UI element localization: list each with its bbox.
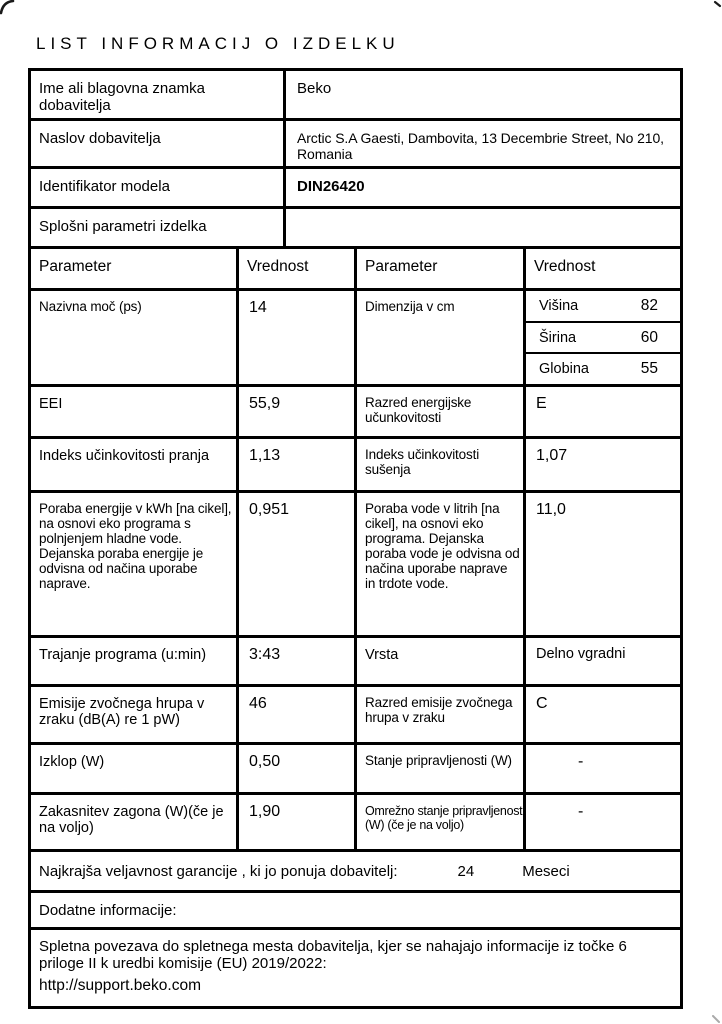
supplier-name-value: Beko	[283, 71, 680, 118]
energy-class-value: E	[523, 387, 680, 436]
eei-value: 55,9	[236, 387, 354, 436]
dimension-depth-row	[526, 352, 680, 384]
cleaning-index-value: 1,13	[236, 439, 354, 490]
supplier-info-section	[28, 68, 683, 249]
networked-standby-label-line2: (W) (če je na voljo)	[365, 818, 464, 832]
table-row	[31, 384, 680, 436]
general-parameters-label: Splošni parametri izdelka	[39, 218, 207, 235]
supplier-address-label: Naslov dobavitelja	[39, 130, 161, 147]
dimensions-label: Dimenzija v cm	[354, 291, 523, 384]
noise-class-label: Razred emisije zvočnega hrupa v zraku	[354, 687, 523, 742]
info-sheet-table	[28, 68, 683, 1009]
programme-duration-value: 3:43	[236, 638, 354, 684]
energy-consumption-value: 0,951	[236, 493, 354, 635]
column-header-parameter-1: Parameter	[39, 258, 112, 275]
dimension-depth-label: Globina	[539, 361, 589, 378]
noise-emission-value: 46	[236, 687, 354, 742]
model-identifier-value: DIN26420	[283, 169, 680, 206]
scan-artifact-top-left	[0, 0, 18, 18]
table-row	[31, 71, 680, 118]
table-row	[31, 288, 680, 384]
standby-label: Stanje pripravljenosti (W)	[354, 745, 523, 792]
dimensions-subtable	[523, 291, 680, 384]
networked-standby-label	[354, 795, 523, 849]
standby-value: -	[523, 745, 680, 792]
table-row	[31, 742, 680, 792]
parameters-section	[28, 246, 683, 852]
delay-start-value: 1,90	[236, 795, 354, 849]
supplier-address-value: Arctic S.A Gaesti, Dambovita, 13 Decembrie Street, No 210, Romania	[283, 121, 680, 166]
dimension-width-value: 60	[640, 328, 658, 346]
water-consumption-label: Poraba vode v litrih [na cikel], na osnovi eko programa. Dejanska poraba vode je odvisna od načina uporabe naprave in trdote vode.	[354, 493, 523, 635]
networked-standby-label-line1: Omrežno stanje pripravljenosti	[365, 804, 525, 818]
type-value: Delno vgradni	[523, 638, 680, 684]
eei-label: EEI	[39, 396, 63, 412]
warranty-unit: Meseci	[522, 862, 570, 880]
warranty-row	[31, 852, 680, 890]
column-header-vrednost-1: Vrednost	[236, 249, 354, 288]
networked-standby-value: -	[523, 795, 680, 849]
website-cell	[31, 930, 680, 1006]
dimension-height-value: 82	[640, 296, 658, 314]
scan-artifact-top-right	[712, 0, 722, 10]
website-row	[31, 927, 680, 1006]
table-row	[31, 166, 680, 206]
additional-info-label: Dodatne informacije:	[39, 902, 177, 919]
dimension-width-row	[526, 321, 680, 353]
noise-emission-label: Emisije zvočnega hrupa v zraku (dB(A) re 1 pW)	[39, 696, 205, 728]
off-mode-label: Izklop (W)	[39, 754, 105, 770]
column-header-vrednost-2: Vrednost	[523, 249, 680, 288]
off-mode-value: 0,50	[236, 745, 354, 792]
dimension-height-row	[526, 291, 680, 321]
table-row	[31, 436, 680, 490]
noise-class-value: C	[523, 687, 680, 742]
warranty-cell	[31, 859, 680, 884]
dimension-width-label: Širina	[539, 329, 577, 346]
warranty-value: 24	[457, 862, 475, 880]
scan-artifact-bottom-right	[710, 1012, 722, 1024]
energy-consumption-label: Poraba energije v kWh [na cikel], na osnovi eko programa s polnjenjem hladne vode. Dejanska poraba energije je odvisna od načina uporabe naprave.	[39, 501, 232, 591]
dimension-depth-value: 55	[640, 360, 658, 378]
website-url: http://support.beko.com	[39, 977, 201, 994]
general-parameters-value	[283, 209, 680, 246]
table-row	[31, 635, 680, 684]
table-row	[31, 684, 680, 742]
column-header-parameter-2: Parameter	[354, 249, 523, 288]
delay-start-label: Zakasnitev zagona (W)(če je na voljo)	[39, 804, 224, 836]
table-row	[31, 792, 680, 849]
additional-info-row	[31, 890, 680, 927]
table-row	[31, 206, 680, 246]
website-description: Spletna povezava do spletnega mesta dobavitelja, kjer se nahajajo informacije iz točke 6 priloge II k uredbi komisije (EU) 2019/2022:	[39, 938, 627, 972]
energy-class-label: Razred energijske učunkovitosti	[354, 387, 523, 436]
dimension-height-label: Višina	[539, 297, 579, 314]
rated-capacity-label: Nazivna moč (ps)	[39, 299, 142, 314]
drying-index-value: 1,07	[523, 439, 680, 490]
table-row	[31, 118, 680, 166]
footer-section	[28, 849, 683, 1009]
cleaning-index-label: Indeks učinkovitosti pranja	[39, 448, 210, 464]
page-title: LIST INFORMACIJ O IZDELKU	[36, 34, 400, 53]
programme-duration-label: Trajanje programa (u:min)	[39, 647, 207, 663]
table-row	[31, 490, 680, 635]
drying-index-label: Indeks učinkovitosti sušenja	[354, 439, 523, 490]
table-header-row	[31, 249, 680, 288]
warranty-label: Najkrajša veljavnost garancije , ki jo ponuja dobavitelj:	[39, 862, 398, 880]
type-label: Vrsta	[354, 638, 523, 684]
model-identifier-label: Identifikator modela	[39, 178, 170, 195]
supplier-name-label: Ime ali blagovna znamka dobavitelja	[39, 80, 205, 114]
rated-capacity-value: 14	[236, 291, 354, 384]
water-consumption-value: 11,0	[523, 493, 680, 635]
